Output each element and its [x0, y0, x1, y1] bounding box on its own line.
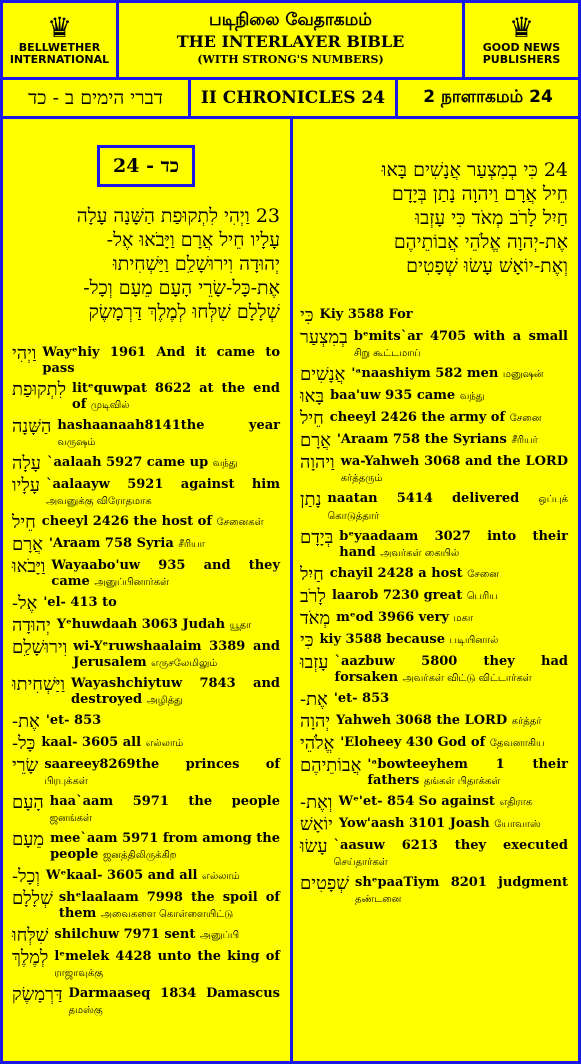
tamil-gloss: ஜனத்திலிருக்கிற: [102, 850, 177, 861]
left-logo: [0, 0, 119, 80]
english-gloss: Wayashchiytuw 7843 and destroyed: [71, 676, 280, 707]
hebrew-word: נָתַן: [300, 489, 322, 510]
tamil-gloss: அவைகளை கொள்ளையிட்டு: [100, 909, 234, 920]
chapter-box-label: כד - 24: [113, 154, 179, 177]
word-row: [12, 617, 280, 635]
nav-english-book: [188, 77, 398, 119]
word-row: [300, 632, 568, 650]
right-verse-text: [300, 158, 568, 278]
word-row: [12, 794, 280, 827]
english-gloss: 'et- 853: [45, 713, 102, 728]
chapter-box: [97, 145, 195, 187]
tamil-gloss: அனுப்பினார்கள்: [94, 577, 170, 588]
word-gloss: [69, 986, 280, 1019]
word-gloss: [354, 329, 568, 362]
word-gloss: [336, 610, 568, 627]
word-row: [300, 735, 568, 753]
tamil-gloss: ஒப்புக் கொடுத்தார்: [327, 494, 568, 522]
tamil-gloss: அனுப்பி: [199, 930, 240, 941]
hebrew-word: אֲנָשִׁים: [300, 364, 346, 385]
word-gloss: [47, 455, 280, 472]
word-gloss: [367, 757, 568, 790]
word-row: [300, 654, 568, 687]
hebrew-word: אֶת-: [300, 689, 328, 710]
word-row: [12, 477, 280, 510]
hebrew-word: אֲרָם: [300, 430, 331, 451]
word-row: [300, 713, 568, 731]
hebrew-word: יְהוָה: [300, 711, 331, 732]
english-gloss: cheeyl 2426 the host of: [41, 514, 212, 529]
tamil-gloss: தமஸ்கு: [68, 1005, 103, 1016]
english-gloss: Yahweh 3068 the LORD: [336, 713, 508, 728]
english-gloss: shᵉlaalaam 7998 the spoil of them: [58, 890, 280, 921]
english-gloss: mee`aam 5971 from among the people: [50, 831, 280, 862]
word-gloss: [330, 566, 568, 583]
english-gloss: Wayaabo'uw 935 and they came: [51, 558, 280, 589]
tamil-gloss: சேனை: [467, 569, 499, 580]
english-gloss: naatan 5414 delivered: [327, 491, 520, 506]
english-gloss: wi-Yᵉruwshaalaim 3389 and Jerusalem: [73, 639, 280, 670]
word-gloss: [44, 757, 280, 790]
tamil-gloss: ராஜாவுக்கு: [54, 968, 104, 979]
word-row: [300, 838, 568, 871]
hebrew-word: עָלָיו: [12, 475, 40, 496]
hebrew-word: וִירוּשָׁלַ͏ִם: [12, 637, 68, 658]
hebrew-word: אֶל-: [12, 593, 38, 614]
tamil-gloss: வருஷம்: [57, 437, 96, 448]
word-row: [12, 514, 280, 532]
hebrew-word: אֶת-: [12, 711, 40, 732]
hebrew-word: שִׁלְּחוּ: [12, 925, 49, 946]
hebrew-word: וַיְהִי: [12, 343, 37, 364]
verse-line: 24 כִּי בְמִצְעַר אֲנָשִׁים בָּאוּ: [381, 159, 568, 181]
english-book-label: II CHRONICLES 24: [200, 88, 386, 108]
word-row: [300, 410, 568, 428]
word-gloss: [72, 381, 280, 414]
tamil-gloss: அவனுக்கு விரோதமாக: [45, 496, 152, 507]
tamil-gloss: கர்த்தரும்: [340, 473, 383, 484]
word-row: [12, 735, 280, 753]
tamil-gloss: எல்லாம்: [202, 871, 240, 882]
word-gloss: [334, 691, 568, 707]
word-row: [300, 366, 568, 384]
english-gloss: Wᵉ'et- 854 So against: [338, 794, 495, 809]
english-gloss: baa'uw 935 came: [330, 388, 456, 403]
tamil-gloss: வந்து: [212, 458, 238, 469]
word-row: [12, 949, 280, 982]
hebrew-word: שָׂרֵי: [12, 755, 39, 776]
hebrew-word: שְׁפָטִים: [300, 873, 349, 894]
word-row: [300, 566, 568, 584]
english-gloss: kaal- 3605 all: [41, 735, 142, 750]
english-gloss: shᵉpaaTiym 8201 judgment: [355, 875, 568, 890]
english-gloss: chayil 2428 a host: [329, 566, 463, 581]
hebrew-word: וְאֶת-: [300, 792, 333, 813]
tamil-gloss: எதிராக: [499, 797, 533, 808]
word-gloss: [355, 875, 568, 908]
tamil-gloss: யூதா: [229, 620, 252, 631]
english-gloss: litᵉquwpat 8622 at the end of: [72, 381, 280, 412]
hebrew-word: דַּרְמָשֶׂק: [12, 984, 63, 1005]
word-gloss: [320, 307, 568, 323]
verse-line: אֶת-יְהוָה אֱלֹהֵי אֲבוֹתֵיהֶם: [393, 231, 568, 253]
hebrew-book-label: דברי הימים ב - כד: [28, 86, 163, 109]
tamil-gloss: செய்தார்கள்: [333, 857, 388, 868]
word-gloss: [46, 477, 280, 510]
word-gloss: [339, 816, 568, 833]
word-row: [300, 757, 568, 790]
left-logo-line-2: INTERNATIONAL: [9, 53, 110, 66]
publisher-emblem-icon: ♛: [508, 11, 535, 44]
word-row: [300, 454, 568, 487]
english-gloss: 'ᵃbowteeyhem 1 their fathers: [367, 757, 568, 788]
english-gloss: Darmaaseq 1834 Damascus: [68, 986, 280, 1001]
word-row: [300, 794, 568, 812]
hebrew-word: אֱלֹהֵי: [300, 733, 335, 754]
right-logo-line-1: GOOD NEWS: [482, 41, 561, 54]
word-row: [12, 418, 280, 451]
english-gloss: `aalaah 5927 came up: [46, 455, 209, 470]
tamil-gloss: சேனை: [509, 413, 542, 424]
word-row: [12, 713, 280, 731]
right-word-list: [300, 307, 568, 912]
hebrew-word: עָזְבוּ: [300, 652, 329, 673]
english-gloss: hashaanaah8141the year: [57, 418, 280, 433]
english-gloss: mᵉod 3966 very: [336, 610, 449, 625]
word-gloss: [50, 794, 280, 827]
tamil-gloss: அழித்து: [146, 695, 183, 706]
verse-line: 23 וַיְהִי לִתְקוּפַת הַשָּׁנָה עָלָה: [76, 205, 280, 227]
nav-tamil-book: [395, 77, 581, 119]
verse-line: שְׁלָלָם שִׁלְּחוּ לְמֶלֶךְ דַּרְמָשֶׂק: [88, 301, 280, 323]
word-gloss: [334, 838, 568, 871]
word-gloss: [51, 558, 280, 591]
word-row: [12, 986, 280, 1019]
hebrew-word: חַיִל: [300, 564, 324, 585]
left-logo-line-1: BELLWETHER: [18, 41, 101, 54]
tamil-gloss: பெரிய: [466, 591, 498, 602]
tamil-gloss: தண்டனை: [355, 894, 402, 905]
word-gloss: [337, 432, 568, 449]
english-gloss: bᵉmits`ar 4705 with a small: [353, 329, 568, 344]
tamil-gloss: எருசலேமிலும்: [151, 658, 218, 669]
english-gloss: bᵉyaadaam 3027 into their hand: [339, 529, 568, 560]
hebrew-word: בְמִצְעַר: [300, 327, 348, 348]
hebrew-word: שְׁלָלָם: [12, 888, 53, 909]
word-gloss: [340, 735, 568, 752]
tamil-book-label: 2 நாளாகமம் 24: [423, 87, 553, 107]
hebrew-word: אֲרָם: [12, 534, 43, 555]
tamil-gloss: மனுஷன்: [502, 369, 544, 380]
hebrew-word: וַיהוָה: [300, 452, 335, 473]
english-gloss: kiy 3588 because: [319, 632, 446, 647]
tamil-gloss: சிறு கூட்டமாய்: [353, 348, 421, 359]
english-gloss: Yᵉhuwdaah 3063 Judah: [56, 617, 226, 632]
english-gloss: haa`aam 5971 the people: [49, 794, 280, 809]
tamil-gloss: வந்து: [459, 391, 485, 402]
verse-line: יְהוּדָה וִירוּשָׁלַ͏ִם וַיַּשְׁחִיתוּ: [112, 253, 280, 275]
title-subtitle: (WITH STRONG'S NUMBERS): [197, 53, 384, 66]
word-gloss: [330, 388, 568, 405]
hebrew-word: חֵיל: [300, 408, 324, 429]
verse-line: אֶת-כָּל-שָׂרֵי הָעָם מֵעָם וְכָל-: [83, 277, 280, 299]
word-gloss: [50, 831, 280, 864]
english-gloss: Yow'aash 3101 Joash: [338, 816, 490, 831]
word-row: [300, 691, 568, 709]
hebrew-word: עָשׂוּ: [300, 836, 328, 857]
tamil-gloss: யோவாஸ்: [494, 819, 541, 830]
tamil-gloss: சேனைகள்: [216, 517, 264, 528]
word-row: [12, 558, 280, 591]
verse-line: חַיִל לָרֹב מְאֹד כִּי עָזְבוּ: [415, 207, 568, 229]
word-gloss: [351, 366, 568, 383]
word-row: [300, 610, 568, 628]
english-gloss: Wayᵉhiy 1961 And it came to pass: [42, 345, 280, 376]
word-row: [300, 588, 568, 606]
word-row: [12, 381, 280, 414]
word-row: [12, 639, 280, 672]
hebrew-word: חֵיל: [12, 512, 36, 533]
title-english: THE INTERLAYER BIBLE: [176, 32, 405, 51]
word-gloss: [59, 890, 280, 923]
tamil-gloss: அவர்கள் கையில்: [380, 548, 460, 559]
word-row: [12, 868, 280, 886]
english-gloss: 'Eloheey 430 God of: [340, 735, 486, 750]
word-row: [12, 536, 280, 554]
english-gloss: laarob 7230 great: [331, 588, 463, 603]
word-gloss: [42, 514, 280, 531]
english-gloss: shilchuw 7971 sent: [54, 927, 196, 942]
tamil-gloss: படியினால்: [449, 635, 499, 646]
word-row: [300, 329, 568, 362]
english-gloss: `aalaayw 5921 against him: [45, 477, 280, 492]
hebrew-word: הָעָם: [12, 792, 44, 813]
tamil-gloss: தேவனாகிய: [489, 738, 545, 749]
tamil-gloss: எல்லாம்: [145, 738, 184, 749]
tamil-gloss: தங்கள் பிதாக்கள்: [423, 776, 501, 787]
hebrew-word: לָרֹב: [300, 586, 326, 607]
tamil-gloss: பிரபுக்கள்: [44, 776, 88, 787]
verse-line: חֵיל אֲרָם וַיהוָה נָתַן בְּיָדָם: [391, 183, 568, 205]
word-gloss: [71, 676, 280, 709]
word-gloss: [327, 491, 568, 525]
tamil-gloss: கர்த்தர்: [511, 716, 542, 727]
word-gloss: [54, 949, 280, 982]
hebrew-word: וַיַּשְׁחִיתוּ: [12, 674, 66, 695]
word-row: [12, 345, 280, 377]
english-gloss: 'Araam 758 the Syrians: [336, 432, 507, 447]
verse-line: עָלָיו חֵיל אֲרָם וַיָּבֹאוּ אֶל-: [106, 229, 280, 251]
tamil-gloss: சீரியர்: [511, 435, 538, 446]
english-gloss: cheeyl 2426 the army of: [329, 410, 506, 425]
english-gloss: 'el- 413 to: [43, 595, 117, 610]
word-row: [12, 595, 280, 613]
word-row: [12, 831, 280, 864]
hebrew-word: יְהוּדָה: [12, 615, 51, 636]
word-row: [12, 757, 280, 790]
english-gloss: 'Araam 758 Syria: [48, 536, 174, 551]
english-gloss: Kiy 3588 For: [319, 307, 413, 322]
word-gloss: [341, 454, 568, 487]
hebrew-word: וְכָל-: [12, 866, 40, 887]
word-gloss: [49, 536, 280, 553]
word-row: [300, 816, 568, 834]
word-gloss: [57, 617, 280, 634]
word-gloss: [41, 735, 280, 752]
word-gloss: [73, 639, 280, 672]
verse-line: וְאֶת-יוֹאָשׁ עָשׂוּ שְׁפָטִים: [406, 255, 568, 277]
word-gloss: [43, 595, 280, 611]
word-gloss: [320, 632, 568, 649]
page-header: [116, 0, 465, 80]
hebrew-word: בָּאוּ: [300, 386, 325, 407]
word-row: [12, 927, 280, 945]
word-gloss: [46, 713, 280, 729]
hebrew-word: עָלָה: [12, 453, 41, 474]
hebrew-word: וַיָּבֹאוּ: [12, 556, 46, 577]
title-tamil: படிநிலை வேதாகமம்: [209, 10, 372, 30]
left-verse-text: [12, 204, 280, 324]
left-word-list: [12, 345, 280, 1023]
word-row: [300, 388, 568, 406]
hebrew-word: מְאֹד: [300, 608, 331, 629]
word-gloss: [330, 410, 568, 427]
word-gloss: [338, 794, 568, 811]
tamil-gloss: சீரியா: [178, 539, 205, 550]
right-logo-line-2: PUBLISHERS: [482, 53, 561, 66]
hebrew-word: יוֹאָשׁ: [300, 814, 333, 835]
word-gloss: [335, 654, 569, 687]
english-gloss: wa-Yahweh 3068 and the LORD: [340, 454, 568, 469]
word-row: [300, 529, 568, 562]
right-logo: [462, 0, 581, 80]
word-gloss: [54, 927, 280, 944]
word-gloss: [339, 529, 568, 562]
english-gloss: `aazbuw 5800 they had forsaken: [334, 654, 568, 685]
word-row: [300, 307, 568, 325]
hebrew-word: מֵעָם: [12, 829, 45, 850]
word-row: [12, 890, 280, 923]
hebrew-word: לִתְקוּפַת: [12, 379, 67, 400]
english-gloss: saareey8269the princes of: [44, 757, 280, 772]
tamil-gloss: ஜனங்கள்: [49, 813, 92, 824]
hebrew-word: כָּל-: [12, 733, 36, 754]
bellwether-emblem-icon: ♛: [46, 11, 73, 44]
english-gloss: lᵉmelek 4428 unto the king of: [54, 949, 280, 964]
word-row: [12, 676, 280, 709]
hebrew-word: כִּי: [300, 305, 314, 326]
english-gloss: Wᵉkaal- 3605 and all: [45, 868, 198, 883]
tamil-gloss: அவர்கள் விட்டு விட்டார்கள்: [402, 673, 532, 684]
hebrew-word: בְּיָדָם: [300, 527, 334, 548]
word-gloss: [336, 713, 568, 730]
english-gloss: `aasuw 6213 they executed: [333, 838, 568, 853]
hebrew-word: אֲבוֹתֵיהֶם: [300, 755, 362, 776]
word-row: [300, 432, 568, 450]
english-gloss: 'et- 853: [333, 691, 390, 706]
english-gloss: 'ᵃnaashiym 582 men: [351, 366, 499, 381]
tamil-gloss: முடிவில்: [90, 400, 130, 411]
nav-hebrew-book: [0, 77, 191, 119]
tamil-gloss: மகா: [453, 613, 474, 624]
word-row: [12, 455, 280, 473]
word-row: [300, 875, 568, 908]
hebrew-word: כִּי: [300, 630, 314, 651]
word-row: [300, 491, 568, 525]
word-gloss: [42, 345, 280, 377]
word-gloss: [57, 418, 280, 451]
word-gloss: [46, 868, 280, 885]
hebrew-word: לְמֶלֶךְ: [12, 947, 49, 968]
hebrew-word: הַשָּׁנָה: [12, 416, 52, 437]
word-gloss: [332, 588, 568, 605]
